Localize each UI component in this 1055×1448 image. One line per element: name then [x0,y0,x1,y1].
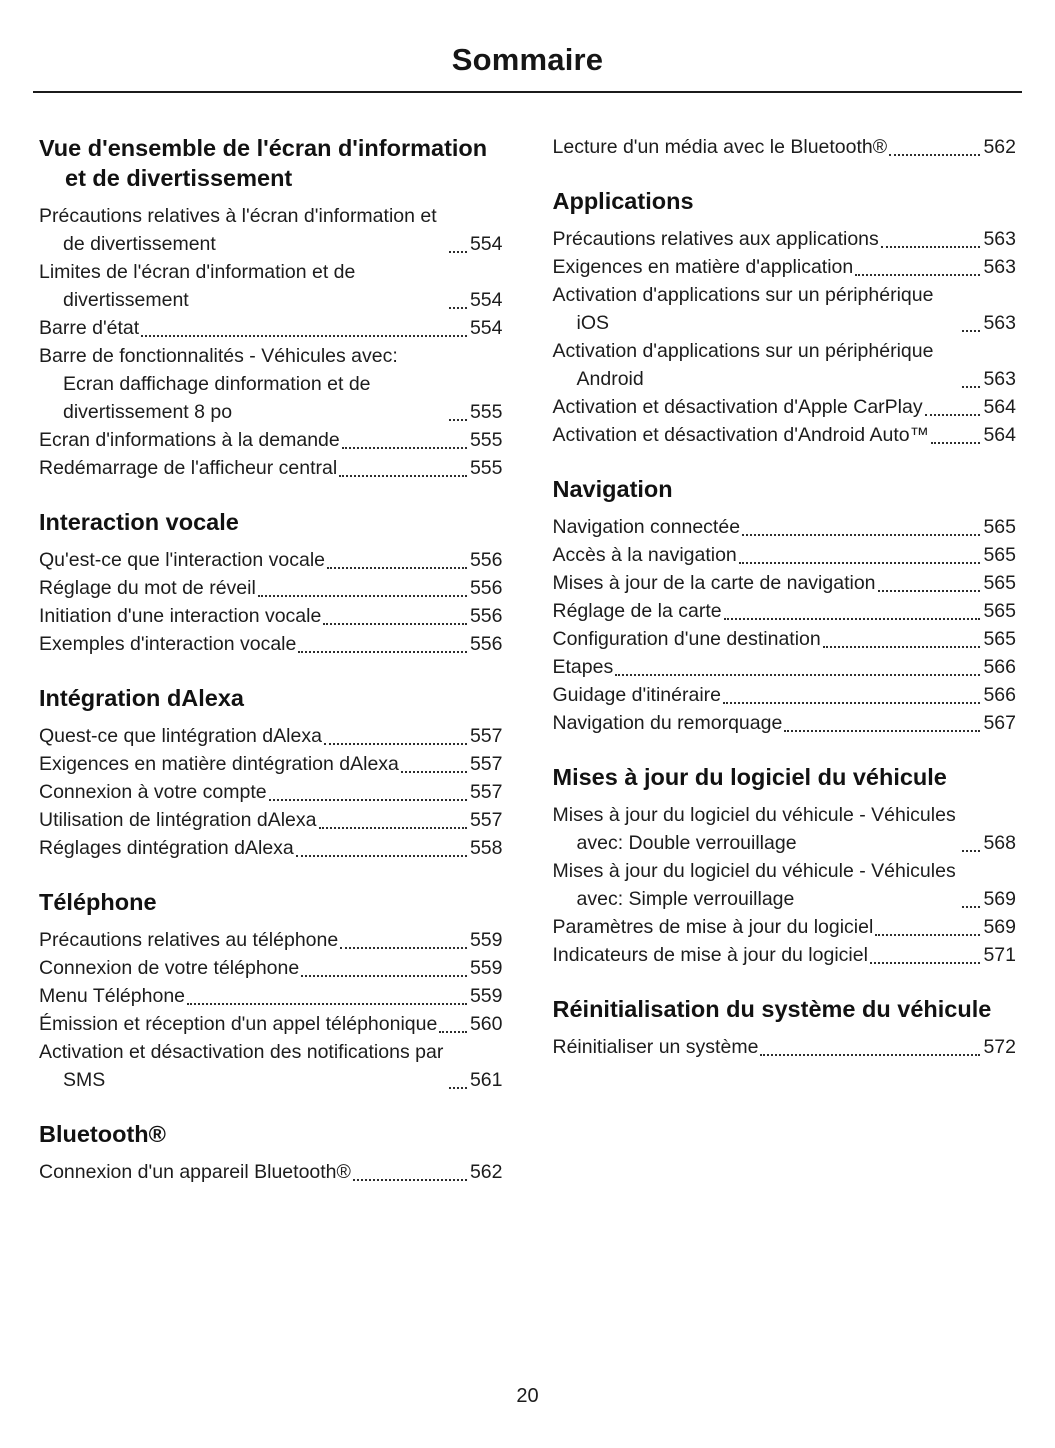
toc-entry-title: Précautions relatives au téléphone [39,929,339,951]
dot-leader [962,330,980,332]
toc-section [553,762,1017,969]
toc-entry-page: 566 [983,656,1016,678]
toc-entry-title: Etapes [552,656,614,678]
dot-leader [187,1003,467,1005]
toc-entry [553,597,1017,625]
toc-entry-title: Exigences en matière d'application [552,256,854,278]
dot-leader [742,534,980,536]
toc-entry [39,602,503,630]
toc-entry [39,778,503,806]
toc-columns [33,93,1022,1211]
toc-entry [553,337,1017,393]
toc-entry-page: 556 [469,605,503,627]
toc-entry-title: Réinitialiser un système [552,1036,759,1058]
toc-entry [553,857,1017,913]
toc-section [39,1119,503,1186]
dot-leader [301,975,467,977]
toc-entry [39,574,503,602]
toc-entry-title: Émission et réception d'un appel téléphonique [39,1013,438,1035]
dot-leader [340,947,467,949]
toc-column-left [39,133,503,1211]
toc-entry [39,426,503,454]
toc-entry-title: Connexion d'un appareil Bluetooth® [39,1161,351,1183]
toc-entry-title: Exemples d'interaction vocale [39,633,297,655]
dot-leader [141,335,467,337]
dot-leader [319,827,467,829]
toc-entry [39,982,503,1010]
dot-leader [878,590,981,592]
toc-entry-page: 560 [469,1013,503,1035]
toc-entry-page: 562 [469,1161,503,1183]
toc-entry-page: 557 [469,753,503,775]
toc-entry [553,625,1017,653]
dot-leader [449,251,467,253]
toc-entry-page: 563 [983,368,1016,390]
toc-entry-page: 556 [469,549,503,571]
toc-entry-page: 556 [469,577,503,599]
toc-entry [39,314,503,342]
toc-entry-page: 565 [983,600,1016,622]
dot-leader [449,307,467,309]
toc-entry-page: 564 [983,424,1016,446]
toc-entry [39,454,503,482]
toc-entry [39,1038,503,1094]
dot-leader [298,651,467,653]
toc-entry [553,133,1017,161]
toc-entry-title: Activation et désactivation d'Android Auto™ [552,424,930,446]
toc-entry [39,546,503,574]
dot-leader [889,154,980,156]
section-heading: Réinitialisation du système du véhicule [552,996,992,1022]
toc-entry-title: Activation d'applications sur un périphérique Android [552,340,934,390]
toc-entry-title: Paramètres de mise à jour du logiciel [552,916,874,938]
section-heading: Navigation [552,476,673,502]
toc-entry [39,1158,503,1186]
dot-leader [823,646,981,648]
toc-entry-title: Accès à la navigation [552,544,737,566]
dot-leader [327,567,467,569]
dot-leader [401,771,467,773]
toc-entry-page: 554 [469,233,503,255]
dot-leader [353,1179,467,1181]
dot-leader [855,274,980,276]
toc-entry-title: Connexion à votre compte [39,781,267,803]
toc-section [39,507,503,658]
toc-entry-page: 555 [469,429,503,451]
toc-section [39,683,503,862]
toc-entry [553,421,1017,449]
dot-leader [760,1054,980,1056]
toc-entry-title: Navigation du remorquage [552,712,783,734]
toc-entry-title: Navigation connectée [552,516,741,538]
toc-entry [553,801,1017,857]
toc-entry [39,258,503,314]
toc-entry-page: 561 [469,1069,503,1091]
toc-entry-title: Lecture d'un média avec le Bluetooth® [552,136,888,158]
toc-entry [553,393,1017,421]
toc-entry [39,630,503,658]
toc-entry-page: 557 [469,781,503,803]
dot-leader [962,386,980,388]
toc-entry-title: Exigences en matière dintégration dAlexa [39,753,399,775]
dot-leader [342,447,467,449]
toc-entry-page: 557 [469,809,503,831]
toc-entry [39,806,503,834]
toc-entry-title: Barre d'état [39,317,140,339]
dot-leader [875,934,980,936]
toc-entry-title: Menu Téléphone [39,985,186,1007]
toc-entry [39,954,503,982]
toc-entry-title: Guidage d'itinéraire [552,684,721,706]
toc-entry [39,1010,503,1038]
toc-entry-page: 556 [469,633,503,655]
toc-entry [39,202,503,258]
toc-entry-title: Barre de fonctionnalités - Véhicules avec: Ecran daffichage dinformation et de divertissement 8 po [39,345,398,423]
dot-leader [449,419,467,421]
toc-entry-page: 563 [983,312,1016,334]
toc-entry-title: Précautions relatives aux applications [552,228,879,250]
section-heading: Vue d'ensemble de l'écran d'information et de divertissement [39,135,488,191]
toc-entry-title: Initiation d'une interaction vocale [39,605,322,627]
section-heading: Mises à jour du logiciel du véhicule [552,764,947,790]
toc-entry-title: Mises à jour du logiciel du véhicule - Véhicules avec: Simple verrouillage [552,860,956,910]
toc-entry [553,225,1017,253]
section-heading: Intégration dAlexa [39,685,245,711]
toc-entry-page: 557 [469,725,503,747]
toc-entry-page: 568 [983,832,1016,854]
toc-entry [553,913,1017,941]
toc-entry-page: 562 [983,136,1016,158]
toc-entry-title: Mises à jour de la carte de navigation [552,572,876,594]
toc-entry-title: Activation d'applications sur un périphérique iOS [552,284,934,334]
toc-entry-title: Indicateurs de mise à jour du logiciel [552,944,868,966]
dot-leader [925,414,981,416]
dot-leader [870,962,981,964]
toc-entry [553,253,1017,281]
toc-entry-title: Réglage du mot de réveil [39,577,256,599]
toc-entry-page: 569 [983,888,1016,910]
toc-entry [553,941,1017,969]
toc-entry [553,709,1017,737]
toc-section [39,133,503,482]
toc-entry-title: Utilisation de lintégration dAlexa [39,809,317,831]
toc-entry-title: Quest-ce que lintégration dAlexa [39,725,322,747]
dot-leader [449,1087,467,1089]
dot-leader [269,799,467,801]
page-header [33,42,1022,93]
toc-entry-title: Réglages dintégration dAlexa [39,837,294,859]
dot-leader [324,743,467,745]
dot-leader [258,595,467,597]
toc-entry-page: 564 [983,396,1016,418]
dot-leader [931,442,980,444]
toc-entry [553,569,1017,597]
toc-entry [553,653,1017,681]
toc-entry-page: 555 [469,457,503,479]
dot-leader [615,674,980,676]
toc-entry-page: 565 [983,544,1016,566]
toc-section [553,474,1017,737]
toc-entry [39,342,503,426]
toc-entry-page: 571 [983,944,1016,966]
toc-entry-page: 563 [983,256,1016,278]
dot-leader [962,906,980,908]
toc-entry-page: 559 [469,985,503,1007]
toc-entry [553,281,1017,337]
toc-section [553,994,1017,1061]
toc-entry-title: Mises à jour du logiciel du véhicule - Véhicules avec: Double verrouillage [552,804,956,854]
toc-entry-title: Limites de l'écran d'information et de divertissement [39,261,356,311]
toc-entry-title: Réglage de la carte [552,600,722,622]
toc-entry-page: 569 [983,916,1016,938]
dot-leader [784,730,980,732]
toc-entry-title: Activation et désactivation des notifications par SMS [39,1041,444,1091]
dot-leader [962,850,980,852]
toc-entry-page: 554 [469,317,503,339]
dot-leader [339,475,467,477]
page-number: 20 [516,1385,539,1407]
dot-leader [739,562,981,564]
section-heading: Interaction vocale [39,509,239,535]
dot-leader [296,855,467,857]
toc-entry-title: Précautions relatives à l'écran d'information et de divertissement [39,205,437,255]
dot-leader [323,623,467,625]
toc-entry-title: Activation et désactivation d'Apple CarPlay [552,396,923,418]
toc-entry-title: Qu'est-ce que l'interaction vocale [39,549,326,571]
toc-entry [553,513,1017,541]
toc-entry-page: 558 [469,837,503,859]
toc-section [39,887,503,1094]
toc-entry-title: Ecran d'informations à la demande [39,429,340,451]
toc-entry-page: 554 [469,289,503,311]
toc-entry [553,1033,1017,1061]
dot-leader [724,618,981,620]
toc-column-right [553,133,1017,1211]
dot-leader [723,702,980,704]
toc-entry [553,541,1017,569]
section-heading: Bluetooth® [39,1121,166,1147]
toc-entry-page: 565 [983,572,1016,594]
toc-entry [39,926,503,954]
dot-leader [881,246,981,248]
toc-section [553,133,1017,161]
toc-section [553,186,1017,449]
page-title: Sommaire [451,42,604,77]
toc-entry [39,750,503,778]
toc-entry-page: 555 [469,401,503,423]
page-footer [0,1385,1055,1408]
toc-entry-page: 566 [983,684,1016,706]
toc-entry-page: 559 [469,929,503,951]
toc-entry-page: 567 [983,712,1016,734]
toc-entry-page: 565 [983,516,1016,538]
toc-entry-page: 572 [983,1036,1016,1058]
toc-entry-page: 565 [983,628,1016,650]
toc-entry-title: Configuration d'une destination [552,628,821,650]
toc-entry [39,834,503,862]
dot-leader [439,1031,467,1033]
toc-entry [553,681,1017,709]
toc-entry-page: 563 [983,228,1016,250]
section-heading: Téléphone [39,889,157,915]
toc-entry-title: Connexion de votre téléphone [39,957,300,979]
toc-entry [39,722,503,750]
section-heading: Applications [552,188,694,214]
toc-entry-page: 559 [469,957,503,979]
toc-entry-title: Redémarrage de l'afficheur central [39,457,338,479]
